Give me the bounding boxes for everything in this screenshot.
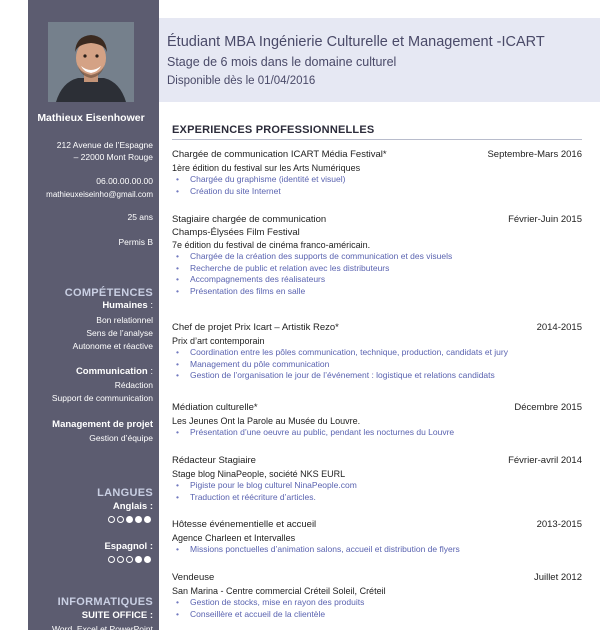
informatiques-title: INFORMATIQUES <box>57 596 153 608</box>
experience-bullets <box>172 174 584 197</box>
experience-bullets <box>172 597 584 620</box>
suite-office-label: SUITE OFFICE : <box>81 610 153 621</box>
competence-item: Support de communication <box>51 393 153 403</box>
experience-detail: 1ère édition du festival sur les Arts Numériques <box>172 163 361 173</box>
level-dot-filled <box>135 556 142 563</box>
experience-header <box>172 214 584 227</box>
experience-title: Chef de projet Prix Icart – Artistik Rezo* <box>172 322 339 333</box>
experience-header <box>172 455 584 468</box>
competence-item: Autonome et réactive <box>72 341 153 351</box>
level-dot-filled <box>135 516 142 523</box>
humaines-label-text: Humaines <box>102 300 148 311</box>
sidebar <box>28 0 159 634</box>
experience-bullets <box>172 544 584 556</box>
experience-title: Chargée de communication ICART Média Festival* <box>172 149 387 160</box>
experience-date: 2013-2015 <box>536 519 582 530</box>
humaines-label <box>102 300 153 311</box>
experience-bullet: • Chargée du graphisme (identité et visuel) <box>172 174 584 186</box>
experience-item <box>172 214 584 297</box>
espagnol-label: Espagnol : <box>104 541 153 552</box>
experience-detail: 7e édition du festival de cinéma franco-américain. <box>172 240 371 250</box>
experience-bullets <box>172 480 584 503</box>
header-band <box>159 18 600 102</box>
competence-item: Bon relationnel <box>96 315 153 325</box>
experience-bullet: • Présentation des films en salle <box>172 286 584 298</box>
candidate-name: Mathieux Eisenhower <box>37 112 145 124</box>
experience-date: Juillet 2012 <box>533 572 582 583</box>
communication-label-text: Communication <box>75 366 148 377</box>
experience-date: Février-avril 2014 <box>508 455 582 466</box>
experience-bullet: • Chargée de la création des supports de communication et des visuels <box>172 251 584 263</box>
experience-title: Stagiaire chargée de communication <box>172 214 327 225</box>
section-divider <box>172 139 582 140</box>
experience-bullet: • Gestion de stocks, mise en rayon des produits <box>172 597 584 609</box>
suite-office-items: Word, Excel et PowerPoint <box>52 624 153 634</box>
level-dot-filled <box>144 556 151 563</box>
anglais-level-dots <box>108 516 151 523</box>
experience-item <box>172 402 584 439</box>
humaines-label-colon: : <box>147 300 153 311</box>
phone-number: 06.00.00.00.00 <box>96 176 153 186</box>
competence-item: Sens de l’analyse <box>86 328 153 338</box>
experience-detail: Champs-Élysées Film Festival <box>172 227 300 238</box>
experience-bullets <box>172 427 584 439</box>
experience-detail: Les Jeunes Ont la Parole au Musée du Louvre. <box>172 416 361 426</box>
profile-photo-image <box>48 22 134 102</box>
level-dot-empty <box>117 516 124 523</box>
experience-bullets <box>172 347 584 382</box>
experience-bullet: • Conseillère et accueil de la clientèle <box>172 609 584 621</box>
experience-header <box>172 519 584 532</box>
langues-title: LANGUES <box>97 487 153 499</box>
experience-title: Hôtesse événementielle et accueil <box>172 519 317 530</box>
experience-bullet: • Missions ponctuelles d’animation salons, accueil et distribution de flyers <box>172 544 584 556</box>
experience-title: Rédacteur Stagiaire <box>172 455 256 466</box>
experience-date: Septembre-Mars 2016 <box>487 149 582 160</box>
experience-header <box>172 402 584 415</box>
level-dot-empty <box>108 556 115 563</box>
experience-item <box>172 455 584 503</box>
address-line-2: – 22000 Mont Rouge <box>73 152 153 162</box>
experience-header <box>172 149 584 162</box>
experience-date: 2014-2015 <box>536 322 582 333</box>
experience-bullet: • Management du pôle communication <box>172 359 584 371</box>
experience-detail: San Marina - Centre commercial Créteil Soleil, Créteil <box>172 586 386 596</box>
competences-title: COMPÉTENCES <box>64 287 153 299</box>
level-dot-empty <box>117 556 124 563</box>
email-address: mathieuxeiseinho@gmail.com <box>46 190 153 199</box>
espagnol-level-dots <box>108 556 151 563</box>
level-dot-filled <box>126 516 133 523</box>
experience-item <box>172 519 584 556</box>
experience-bullets <box>172 251 584 297</box>
competence-item: Rédaction <box>114 380 153 390</box>
experience-header <box>172 572 584 585</box>
level-dot-filled <box>144 516 151 523</box>
experience-header <box>172 322 584 335</box>
experience-item <box>172 149 584 197</box>
header-subtitle: Stage de 6 mois dans le domaine culturel <box>167 55 397 69</box>
experience-date: Décembre 2015 <box>514 402 582 413</box>
header-availability: Disponible dès le 01/04/2016 <box>167 75 316 87</box>
profile-photo <box>48 22 134 102</box>
header-title: Étudiant MBA Ingénierie Culturelle et Management -ICART <box>167 34 545 50</box>
address-line-1: 212 Avenue de l’Espagne <box>56 140 153 150</box>
anglais-label: Anglais : <box>112 501 153 512</box>
experience-bullet: • Présentation d’une oeuvre au public, pendant les nocturnes du Louvre <box>172 427 584 439</box>
communication-label <box>76 366 153 377</box>
experience-detail: Prix d’art contemporain <box>172 336 265 346</box>
experience-title: Vendeuse <box>172 572 215 583</box>
experience-bullet: • Coordination entre les pôles communication, technique, production, candidats et jury <box>172 347 584 359</box>
management-label: Management de projet <box>52 419 153 430</box>
experience-date: Février-Juin 2015 <box>508 214 582 225</box>
driving-license: Permis B <box>118 237 153 247</box>
experience-bullet: • Pigiste pour le blog culturel NinaPeople.com <box>172 480 584 492</box>
experience-detail: Stage blog NinaPeople, société NKS EURL <box>172 469 346 479</box>
experience-item <box>172 572 584 620</box>
experience-bullet: • Accompagnements des réalisateurs <box>172 274 584 286</box>
age: 25 ans <box>127 212 153 222</box>
experience-item <box>172 322 584 382</box>
level-dot-empty <box>126 556 133 563</box>
experience-bullet: • Recherche de public et relation avec les distributeurs <box>172 263 584 275</box>
communication-label-colon: : <box>147 366 153 377</box>
level-dot-empty <box>108 516 115 523</box>
experience-title: Médiation culturelle* <box>172 402 258 413</box>
experience-detail: Agence Charleen et Intervalles <box>172 533 296 543</box>
competence-item: Gestion d’équipe <box>89 433 153 443</box>
experiences-section-title: EXPERIENCES PROFESSIONNELLES <box>172 124 375 136</box>
experience-bullet: • Traduction et réécriture d’articles. <box>172 492 584 504</box>
experience-bullet: • Gestion de l’organisation le jour de l’événement : logistique et relations candidats <box>172 370 584 382</box>
experience-bullet: • Création du site Internet <box>172 186 584 198</box>
